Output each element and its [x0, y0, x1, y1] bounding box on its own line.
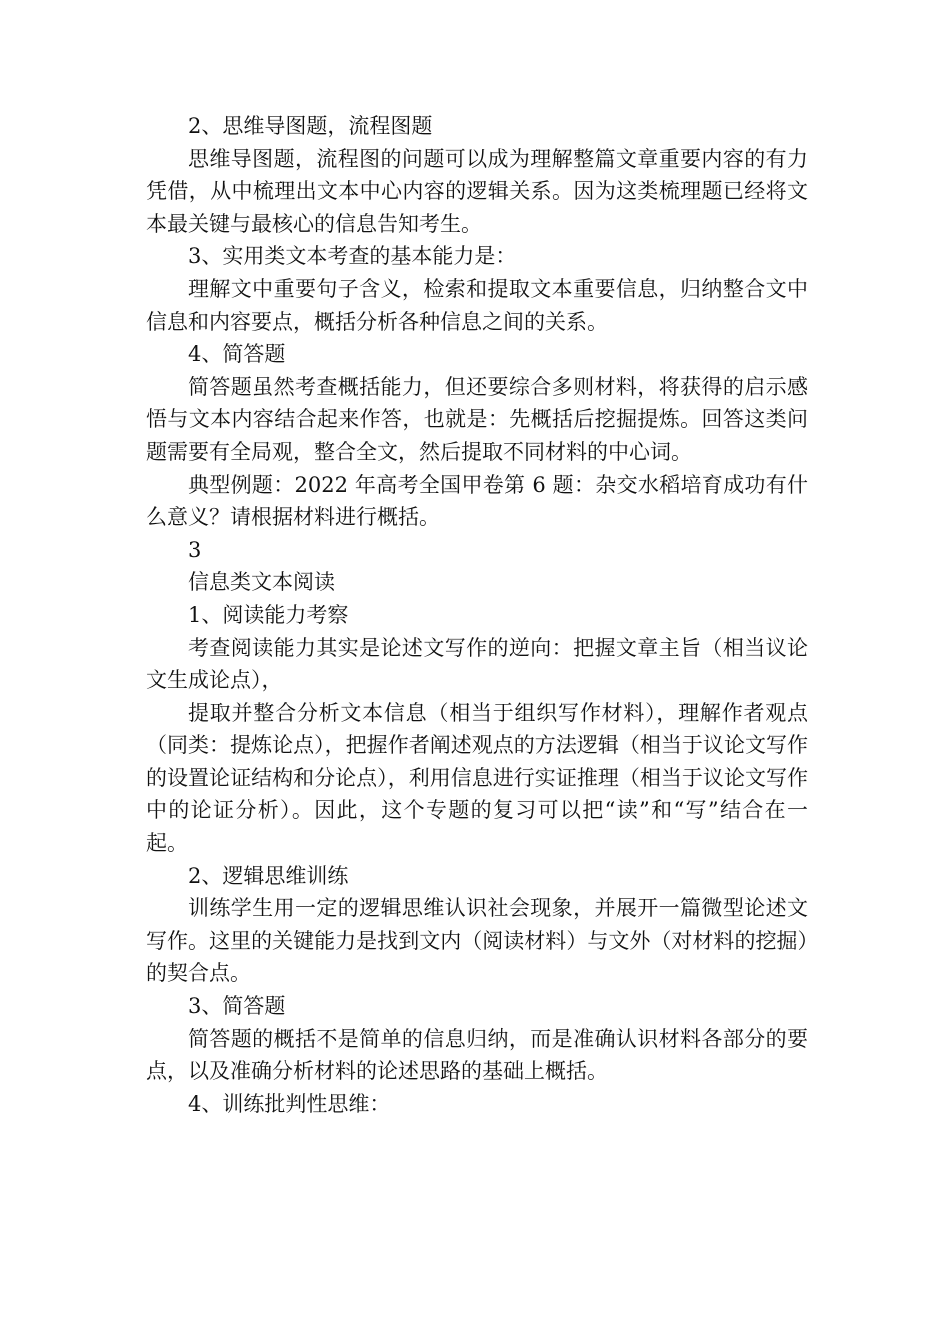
paragraph-logic-training: 训练学生用一定的逻辑思维认识社会现象，并展开一篇微型论述文写作。这里的关键能力是找到文内（阅读材料）与文外（对材料的挖掘）的契合点。: [146, 896, 808, 986]
heading-critical-thinking: 4、训练批判性思维：: [188, 1091, 391, 1116]
heading-reading-ability: 1、阅读能力考察: [188, 602, 349, 627]
section-number: 3: [188, 537, 202, 562]
section-title: 信息类文本阅读: [188, 570, 335, 595]
paragraph-practical-text-abilities: 理解文中重要句子含义，检索和提取文本重要信息，归纳整合文中信息和内容要点，概括分析各种信息之间的关系。: [146, 276, 808, 334]
paragraph-short-answer-2: 简答题的概括不是简单的信息归纳，而是准确认识材料各部分的要点，以及准确分析材料的论述思路的基础上概括。: [146, 1026, 808, 1084]
paragraph-short-answer: 简答题虽然考查概括能力，但还要综合多则材料，将获得的启示感悟与文本内容结合起来作答，也就是：先概括后挖掘提炼。回答这类问题需要有全局观，整合全文，然后提取不同材料的中心词。: [146, 374, 808, 464]
document-body: [146, 110, 808, 1120]
paragraph-information-integration: 提取并整合分析文本信息（相当于组织写作材料），理解作者观点（同类：提炼论点），把握作者阐述观点的方法逻辑（相当于议论文写作的设置论证结构和分论点），利用信息进行实证推理（相当于议论文写作中的论证分析）。因此，这个专题的复习可以把“读”和“写”结合在一起。: [146, 700, 808, 856]
heading-short-answer: 4、简答题: [188, 342, 286, 367]
heading-short-answer-2: 3、简答题: [188, 994, 286, 1019]
paragraph-mind-map-explanation: 思维导图题，流程图的问题可以成为理解整篇文章重要内容的有力凭借，从中梳理出文本中心内容的逻辑关系。因为这类梳理题已经将文本最关键与最核心的信息告知考生。: [146, 146, 808, 236]
heading-logic-training: 2、逻辑思维训练: [188, 863, 349, 888]
heading-mind-map-question: 2、思维导图题，流程图题: [188, 114, 433, 138]
heading-practical-text-abilities: 3、实用类文本考查的基本能力是：: [188, 244, 517, 269]
paragraph-reading-ability: 考查阅读能力其实是论述文写作的逆向：把握文章主旨（相当议论文生成论点），: [146, 635, 808, 693]
paragraph-example-question: 典型例题：2022 年高考全国甲卷第 6 题：杂交水稻培育成功有什么意义？请根据材料进行概括。: [146, 472, 808, 530]
